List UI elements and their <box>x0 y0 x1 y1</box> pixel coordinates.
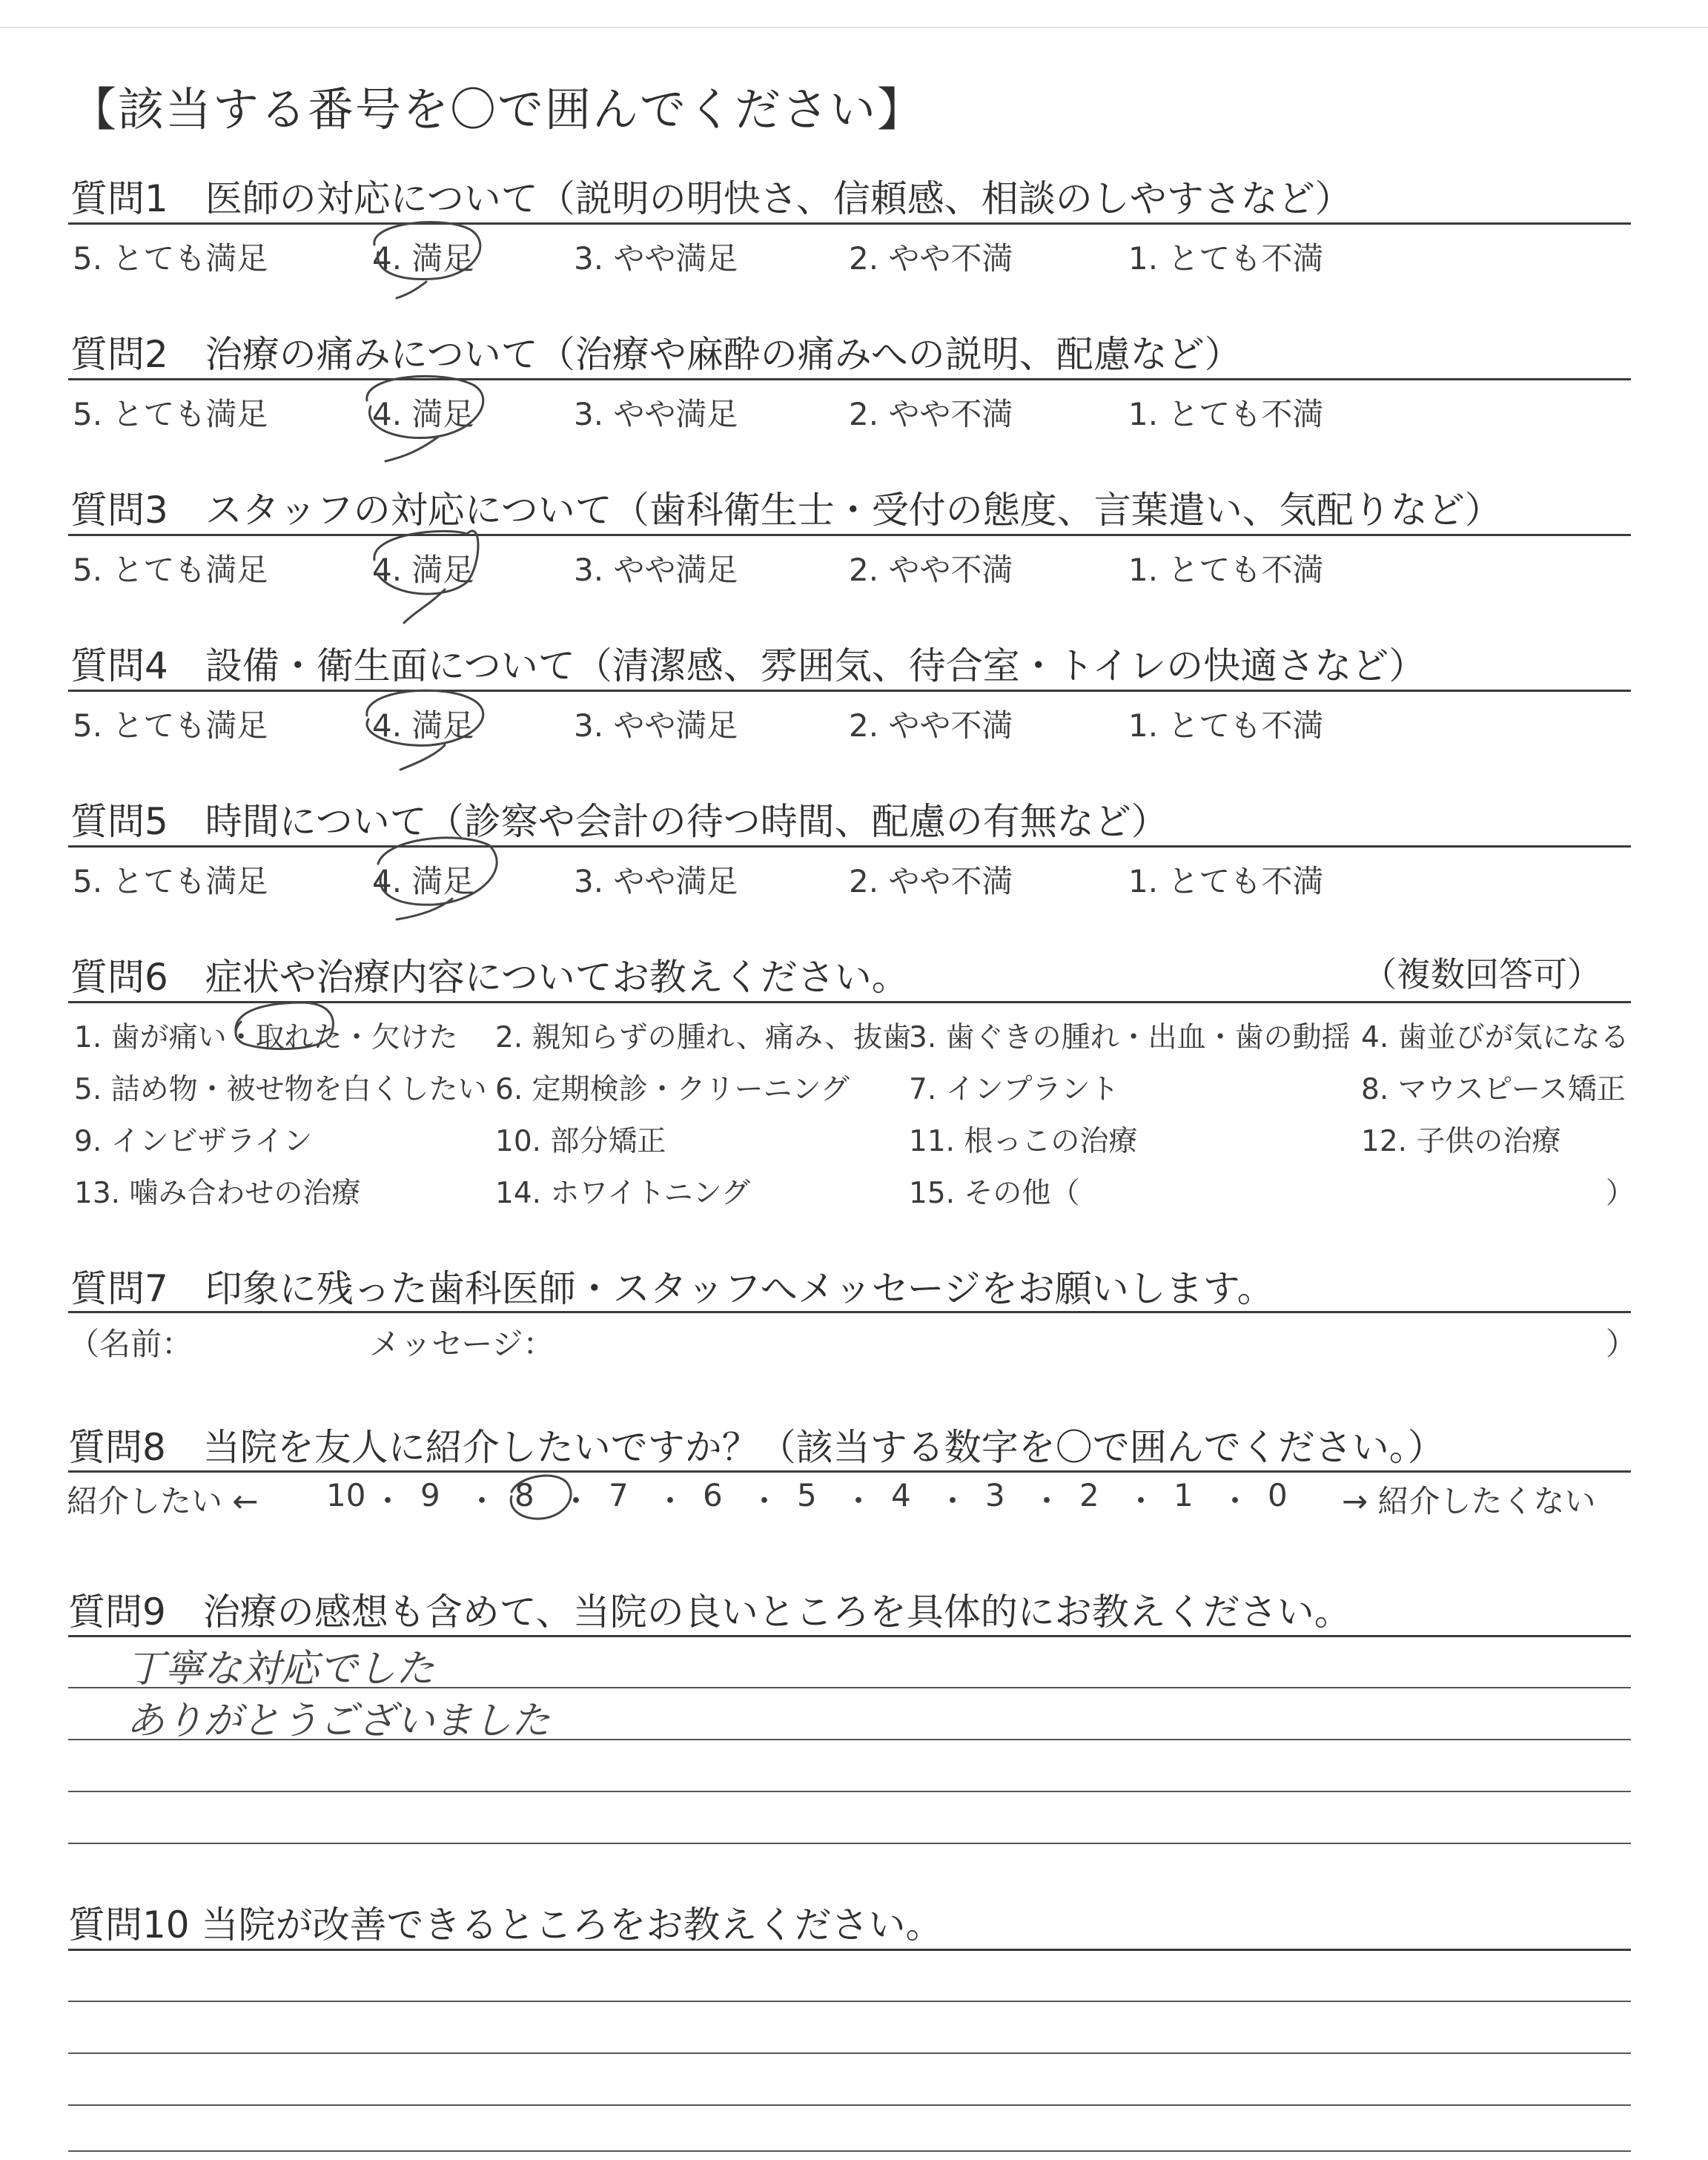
q7-name-label: （名前： <box>68 1326 193 1362</box>
q8-scale-7[interactable]: 7 <box>609 1477 629 1513</box>
q7-close-paren: ） <box>1606 1326 1638 1362</box>
q6-other-close-paren: ） <box>1606 1177 1635 1210</box>
q4-circle-mark <box>367 690 483 770</box>
question-10-title: 質問10 当院が改善できるところをお教えください。 <box>68 1903 943 1946</box>
q1-option-2[interactable]: 2. やや不満 <box>849 240 1013 277</box>
question-6-note: （複数回答可） <box>1363 954 1601 994</box>
q8-scale-separator: ・ <box>843 1483 875 1519</box>
q8-scale-10[interactable]: 10 <box>326 1477 366 1513</box>
q8-scale-1[interactable]: 1 <box>1174 1477 1194 1513</box>
q8-scale-2[interactable]: 2 <box>1079 1477 1099 1513</box>
q8-scale-separator: ・ <box>466 1483 498 1519</box>
q3-circle-mark <box>374 531 478 623</box>
q4-option-3[interactable]: 3. やや満足 <box>574 707 738 744</box>
q1-option-4[interactable]: 4. 満足 <box>372 240 474 277</box>
q6-item-8[interactable]: 8. マウスピース矯正 <box>1361 1073 1626 1106</box>
question-5-title: 質問5 時間について（診察や会計の待つ時間、配慮の有無など） <box>70 800 1168 843</box>
q4-option-4[interactable]: 4. 満足 <box>372 707 474 744</box>
q6-item-9[interactable]: 9. インビザライン <box>74 1125 313 1158</box>
q1-option-1[interactable]: 1. とても不満 <box>1128 240 1324 277</box>
q8-scale-separator: ・ <box>749 1483 781 1519</box>
q6-item-12[interactable]: 12. 子供の治療 <box>1361 1125 1561 1158</box>
q6-item-11[interactable]: 11. 根っこの治療 <box>909 1125 1138 1158</box>
q4-option-2[interactable]: 2. やや不満 <box>849 707 1013 744</box>
q5-option-5[interactable]: 5. とても満足 <box>73 863 268 899</box>
q8-right-label: → 紹介したくない <box>1342 1483 1596 1519</box>
q2-option-4[interactable]: 4. 満足 <box>372 396 474 432</box>
q1-option-3[interactable]: 3. やや満足 <box>574 240 738 277</box>
q6-item-7[interactable]: 7. インプラント <box>909 1073 1119 1106</box>
question-3-title: 質問3 スタッフの対応について（歯科衛生士・受付の態度、言葉遣い、気配りなど） <box>70 489 1502 532</box>
q6-item-3[interactable]: 3. 歯ぐきの腫れ・出血・歯の動揺 <box>909 1021 1351 1054</box>
question-1-title: 質問1 医師の対応について（説明の明快さ、信頼感、相談のしやすさなど） <box>70 177 1352 220</box>
q6-item-5[interactable]: 5. 詰め物・被せ物を白くしたい <box>74 1073 487 1106</box>
q8-scale-separator: ・ <box>1219 1483 1251 1519</box>
q2-option-3[interactable]: 3. やや満足 <box>574 396 738 432</box>
q8-scale-separator: ・ <box>372 1483 404 1519</box>
q8-left-label: 紹介したい ← <box>67 1483 259 1519</box>
q8-scale-0[interactable]: 0 <box>1268 1477 1288 1513</box>
q3-option-4[interactable]: 4. 満足 <box>372 552 474 588</box>
q6-item-1[interactable]: 1. 歯が痛い・取れた・欠けた <box>74 1021 458 1054</box>
q8-scale-separator: ・ <box>937 1483 969 1519</box>
q8-circle-mark <box>511 1476 571 1519</box>
question-4-title: 質問4 設備・衛生面について（清潔感、雰囲気、待合室・トイレの快適さなど） <box>70 644 1426 687</box>
q1-option-5[interactable]: 5. とても満足 <box>73 240 268 277</box>
q9-handwritten-answer-1: 丁寧な対応でした <box>126 1647 435 1691</box>
q2-option-1[interactable]: 1. とても不満 <box>1128 396 1324 432</box>
q3-option-5[interactable]: 5. とても満足 <box>73 552 268 588</box>
q5-option-1[interactable]: 1. とても不満 <box>1128 863 1324 899</box>
q6-item-4[interactable]: 4. 歯並びが気になる <box>1361 1021 1629 1054</box>
question-8-title: 質問8 当院を友人に紹介したいですか？（該当する数字を〇で囲んでください。） <box>68 1426 1445 1469</box>
q3-option-2[interactable]: 2. やや不満 <box>849 552 1013 588</box>
q4-option-1[interactable]: 1. とても不満 <box>1128 707 1324 744</box>
q6-circle-mark <box>236 1003 334 1049</box>
q6-item-2[interactable]: 2. 親知らずの腫れ、痛み、抜歯 <box>495 1021 912 1054</box>
q8-scale-6[interactable]: 6 <box>703 1477 723 1513</box>
q6-item-10[interactable]: 10. 部分矯正 <box>495 1125 666 1158</box>
q1-circle-mark <box>374 222 480 298</box>
form-title: 【該当する番号を〇で囲んでください】 <box>70 82 925 136</box>
q5-option-4[interactable]: 4. 満足 <box>372 863 474 899</box>
q8-scale-5[interactable]: 5 <box>797 1477 817 1513</box>
q8-scale-4[interactable]: 4 <box>891 1477 911 1513</box>
q6-item-6[interactable]: 6. 定期検診・クリーニング <box>495 1073 850 1106</box>
q3-option-3[interactable]: 3. やや満足 <box>574 552 738 588</box>
q6-item-13[interactable]: 13. 噛み合わせの治療 <box>74 1177 361 1210</box>
question-9-title: 質問9 治療の感想も含めて、当院の良いところを具体的にお教えください。 <box>68 1591 1351 1634</box>
q6-item-15[interactable]: 15. その他（ <box>909 1177 1080 1210</box>
q8-scale-3[interactable]: 3 <box>985 1477 1005 1513</box>
q8-scale-separator: ・ <box>1031 1483 1063 1519</box>
q9-handwritten-answer-2: ありがとうございました <box>126 1699 551 1743</box>
q2-option-2[interactable]: 2. やや不満 <box>849 396 1013 432</box>
q6-item-14[interactable]: 14. ホワイトニング <box>495 1177 750 1210</box>
q3-option-1[interactable]: 1. とても不満 <box>1128 552 1324 588</box>
q8-scale-9[interactable]: 9 <box>420 1477 440 1513</box>
question-6-title: 質問6 症状や治療内容についてお教えください。 <box>70 956 909 999</box>
q4-option-5[interactable]: 5. とても満足 <box>73 707 268 744</box>
q8-scale-separator: ・ <box>1125 1483 1157 1519</box>
question-2-title: 質問2 治療の痛みについて（治療や麻酔の痛みへの説明、配慮など） <box>70 333 1242 376</box>
q5-option-3[interactable]: 3. やや満足 <box>574 863 738 899</box>
q2-circle-mark <box>367 376 483 461</box>
q8-scale-separator: ・ <box>560 1483 592 1519</box>
q5-option-2[interactable]: 2. やや不満 <box>849 863 1013 899</box>
q8-scale-separator: ・ <box>655 1483 686 1519</box>
question-7-title: 質問7 印象に残った歯科医師・スタッフへメッセージをお願いします。 <box>70 1267 1274 1310</box>
q7-message-label: メッセージ： <box>369 1326 555 1362</box>
q2-option-5[interactable]: 5. とても満足 <box>73 396 268 432</box>
q8-scale-8[interactable]: 8 <box>514 1477 534 1513</box>
q5-circle-mark <box>378 838 497 919</box>
